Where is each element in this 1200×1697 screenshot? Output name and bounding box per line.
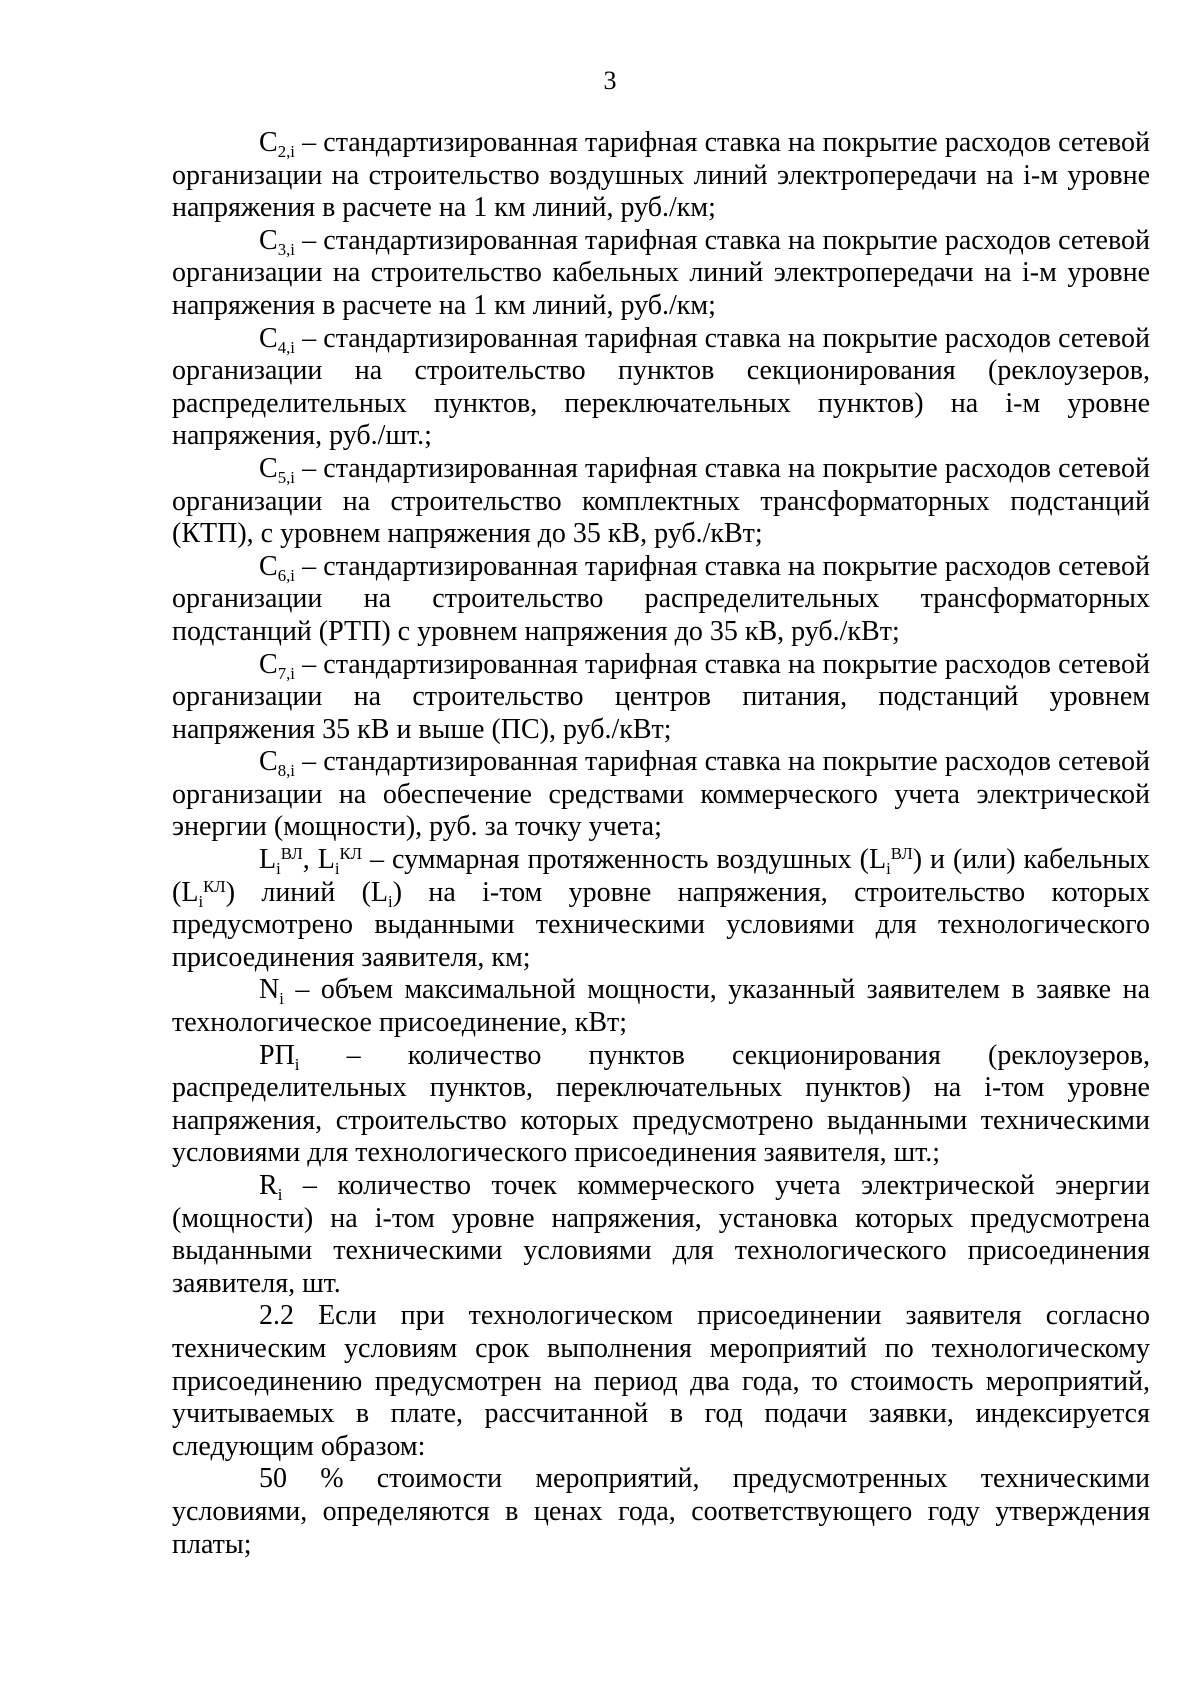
symbol-l-vl-2: L (869, 844, 887, 876)
symbol-l-kl: L (317, 844, 335, 876)
definition-c6-text: – стандартизированная тарифная ставка на покрытие расходов сетевой организации на строительство распределительных трансформаторных подстанций (РТП) с уровнем напряжения до 35 кВ, руб./кВт; (172, 550, 1150, 647)
symbol-rp: РП (259, 1039, 295, 1071)
definition-c5-text: – стандартизированная тарифная ставка на покрытие расходов сетевой организации на строительство комплектных трансформаторных подстанций (КТП), с уровнем напряжения до 35 кВ, руб./кВт; (172, 452, 1150, 550)
superscript-l-kl-2: КЛ (203, 876, 226, 896)
definition-c4-text: – стандартизированная тарифная ставка на покрытие расходов сетевой организации на строительство пунктов секционирования (реклоузеров, распределительных пунктов, переключательных пунктов) на i-м уровне напряжения, руб./шт.; (172, 322, 1150, 452)
symbol-c2: C (259, 127, 278, 158)
definition-c5 (172, 453, 1150, 551)
superscript-l-vl: ВЛ (280, 843, 303, 863)
subscript-rp: i (294, 1054, 300, 1074)
definition-rp-text: – количество пунктов секционирования (реклоузеров, распределительных пунктов, переключательных пунктов) на i-том уровне напряжения, строительство которых предусмотрено выданными техническими условиями для технологического присоединения заявителя, шт.; (172, 1039, 1150, 1169)
symbol-c4: C (259, 322, 278, 354)
subscript-c4: 4,i (277, 337, 295, 357)
subscript-c8: 8,i (277, 761, 295, 781)
definition-rp (172, 1040, 1150, 1170)
line-length-text-4: ) на i-том уровне напряжения, строительство которых предусмотрено выданными техническими условиями для технологического присоединения заявителя, км; (172, 876, 1150, 973)
definition-r (172, 1170, 1150, 1300)
definition-c3 (172, 225, 1150, 323)
symbol-c5: C (259, 452, 278, 484)
definition-c2 (172, 127, 1150, 225)
symbol-c7: C (259, 648, 278, 680)
definition-n-text: – объем максимальной мощности, указанный заявителем в заявке на технологическое присоединение, кВт; (172, 974, 1150, 1039)
subscript-c6: 6,i (277, 565, 295, 585)
subscript-n: i (279, 989, 284, 1009)
definition-c4 (172, 323, 1150, 453)
subscript-c2: 2,i (277, 141, 295, 161)
definition-line-length (172, 844, 1150, 974)
definition-r-text: – количество точек коммерческого учета электрической энергии (мощности) на i-том уровне напряжения, установка которых предусмотрена выданными техническими условиями для технологического присоединения заявителя, шт. (172, 1170, 1150, 1299)
definition-c7-text: – стандартизированная тарифная ставка на покрытие расходов сетевой организации на строительство центров питания, подстанций уровнем напряжения 35 кВ и выше (ПС), руб./кВт; (172, 648, 1150, 745)
definition-c8-text: – стандартизированная тарифная ставка на покрытие расходов сетевой организации на обеспечение средствами коммерческого учета электрической энергии (мощности), руб. за точку учета; (172, 746, 1150, 843)
symbol-l: L (370, 876, 389, 908)
line-length-text-2: ) и (или) кабельных ( (172, 844, 1151, 908)
definition-n (172, 974, 1150, 1039)
paragraph-fifty-percent: 50 % стоимости мероприятий, предусмотренных техническими условиями, определяются в ценах года, соответствующего году утверждения платы; (172, 1463, 1150, 1560)
superscript-l-kl: КЛ (339, 843, 363, 863)
subscript-l-kl-2: i (198, 891, 204, 911)
subscript-c5: 5,i (277, 467, 295, 487)
symbol-c6: C (259, 550, 278, 582)
subscript-r: i (277, 1184, 283, 1204)
definition-c3-text: – стандартизированная тарифная ставка на покрытие расходов сетевой организации на строительство кабельных линий электропередачи на i-м уровне напряжения в расчете на 1 км линий, руб./км; (172, 224, 1150, 321)
subscript-l-kl: i (334, 858, 340, 878)
definition-c2-text: – стандартизированная тарифная ставка на покрытие расходов сетевой организации на строительство воздушных линий электропередачи на i-м уровне напряжения в расчете на 1 км линий, руб./км; (172, 127, 1150, 224)
subscript-c7: 7,i (277, 663, 295, 683)
document-body (172, 127, 1150, 1561)
subscript-l-vl-2: i (886, 858, 891, 878)
symbol-l-kl-2: L (181, 876, 199, 908)
subscript-c3: 3,i (277, 239, 295, 259)
superscript-l-vl-2: ВЛ (890, 843, 913, 863)
line-length-text-3: ) линий ( (225, 876, 371, 908)
symbol-c3: C (259, 224, 278, 256)
symbol-l-vl: L (259, 844, 277, 876)
symbol-c8: C (259, 746, 278, 778)
section-2-2: 2.2 Если при технологическом присоединении заявителя согласно техническим условиям срок выполнения мероприятий по технологическому присоединению предусмотрен на период два года, то стоимость мероприятий, учитываемых в плате, рассчитанной в год подачи заявки, индексируется следующим образом: (172, 1300, 1150, 1462)
definition-c6 (172, 551, 1150, 649)
symbol-n: N (259, 974, 280, 1006)
line-length-text-1: – суммарная протяженность воздушных ( (362, 844, 869, 876)
definition-c8 (172, 746, 1150, 844)
definition-c7 (172, 649, 1150, 747)
subscript-l: i (388, 891, 393, 911)
separator: , (302, 844, 318, 876)
symbol-r: R (259, 1170, 278, 1201)
subscript-l-vl: i (276, 858, 281, 878)
page-number: 3 (603, 66, 617, 95)
